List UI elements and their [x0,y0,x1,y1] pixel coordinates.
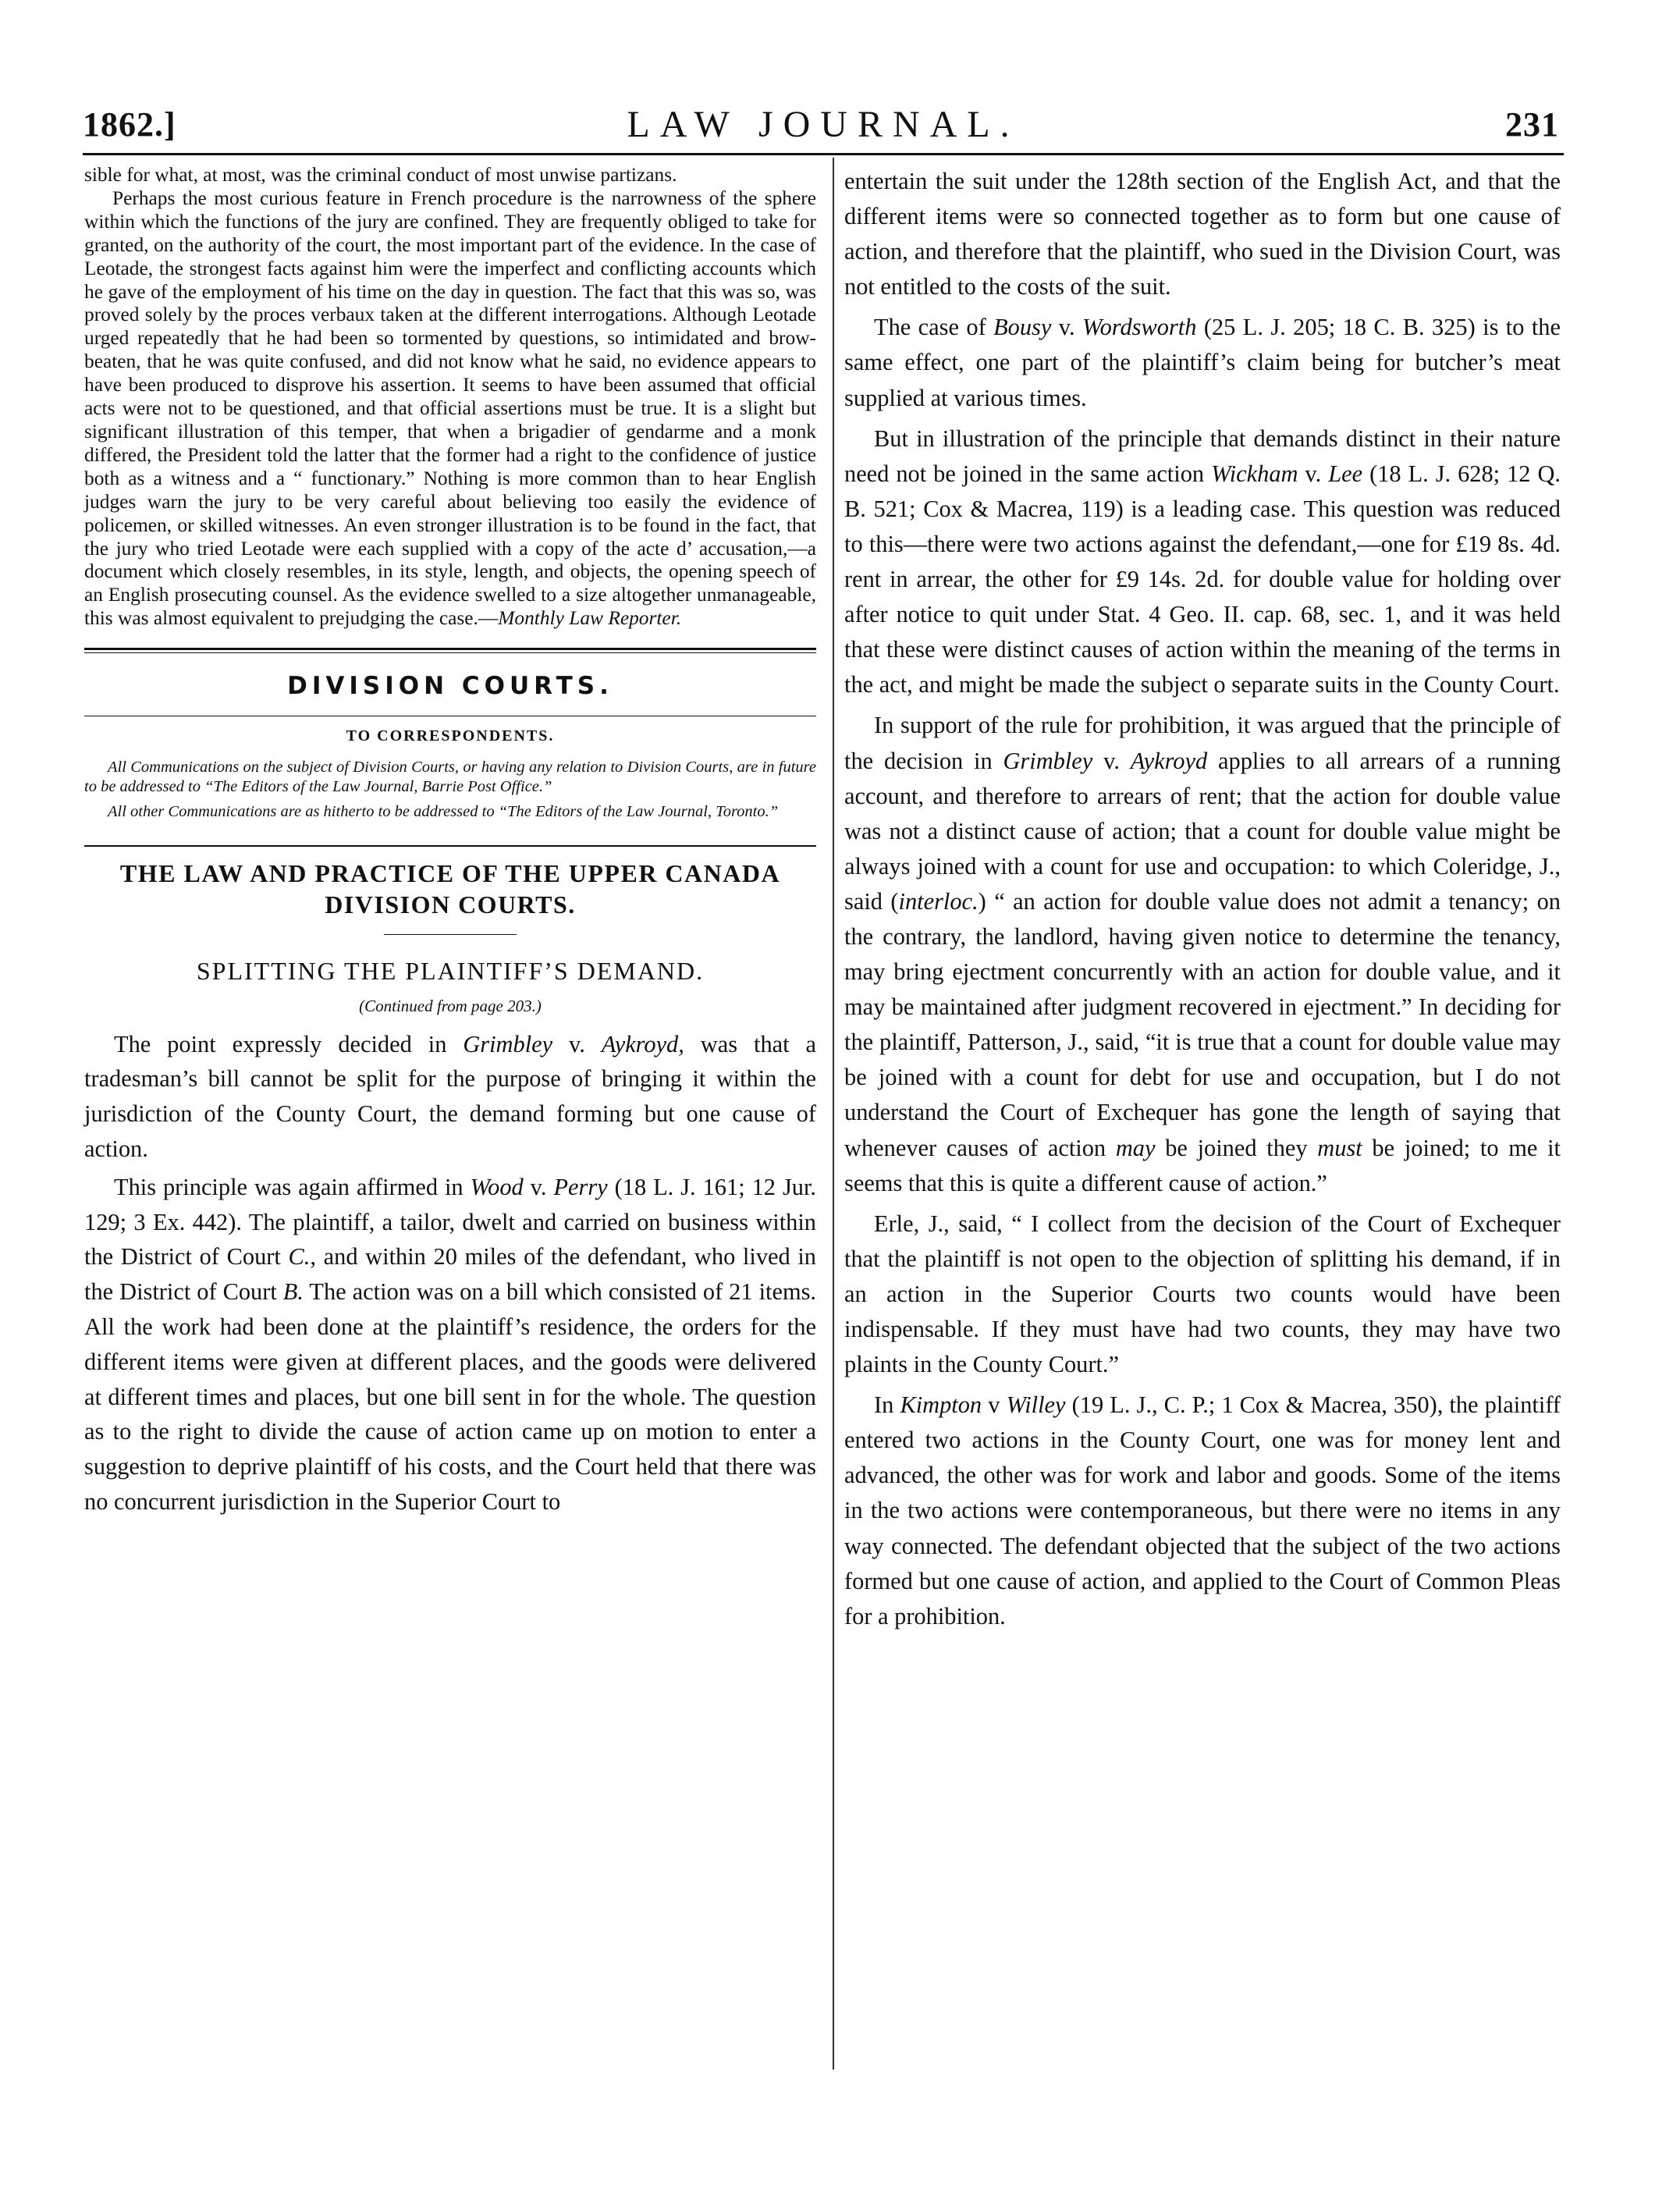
text-run: v. [1092,747,1131,774]
header-year: 1862.] [83,105,176,144]
text-run: be joined they [1155,1134,1318,1161]
page-number: 231 [1505,105,1559,144]
text-run: The case of [874,314,994,341]
case-name: Lee [1328,460,1363,487]
text-run: v. [1298,460,1329,487]
column-divider [833,158,834,2070]
text-run: Perhaps the most curious feature in French procedure is the narrowness of the sphere within which the functions of the jury are confined. They are frequently obliged to take for granted, on the authority of the court, the most important part of the evidence. In the case of Leotade, the strongest facts against him were the imperfect and conflicting accounts which he gave of the employment of his time on the day in question. The fact that this was so, was proved solely by the proces verbaux taken at the different interrogations. Although Leotade urged repeatedly that he had been so tormented by questions, so intimidated and brow-beaten, that he was quite confused, and did not know what he said, no evidence appears to have been produced to disprove his assertion. It seems to have been assumed that official acts were not to be questioned, and that official assertions must be true. It is a slight but significant illustration of this temper, that when a brigadier of gendarme and a monk differed, the President told the latter that the former had a right to the confidence of justice both as a witness and a “ functionary.” Nothing is more common than to hear English judges warn the jury to be very careful about believing too easily the evidence of policemen, or skilled witnesses. An even stronger illustration is to be found in the fact, that the jury who tried Leotade were each supplied with a copy of the acte d’ accusation,—a document which closely resembles, in its style, length, and objects, the opening speech of an English prosecuting counsel. As the evidence swelled to a size altogether unmanageable, this was almost equivalent to prejudging the case.— [84,187,816,630]
case-name: Wickham [1211,460,1298,487]
case-name: Perry [553,1173,608,1200]
case-name: Aykroyd [1130,747,1208,774]
article-paragraph: entertain the suit under the 128th section of the English Act, and that the different items were so connected together as to form but one cause of action, and therefore that the plaintiff, who sued in the Division Court, was not entitled to the costs of the suit. [844,168,1561,300]
case-name: Aykroyd, [601,1030,684,1057]
emphasis: may [1115,1134,1156,1161]
article-paragraph [84,164,816,187]
article-title: THE LAW AND PRACTICE OF THE UPPER CANADA DIVISION COURTS. [119,858,781,919]
emphasis: must [1317,1134,1362,1161]
text-run: be joined; to me it seems that this is quite a different cause of action.” [844,1134,1561,1196]
text-run: v. [523,1173,554,1200]
text-run: This principle was again affirmed in [114,1173,471,1200]
section-heading: DIVISION COURTS. [287,672,613,701]
article-paragraph [844,421,1561,703]
text-run: (19 L. J., C. P.; 1 Cox & Macrea, 350), the plaintiff entered two actions in the County Court, one was for money lent and advanced, the other was for work and labor and goods. Some of the items in the two actions were contemporaneous, but there were no items in any way connected. The defendant objected that the subject of the two actions formed but one cause of action, and applied to the Court of Common Pleas for a prohibition. [844,1391,1561,1629]
text-run: , and within 20 miles of the defendant, who lived in the District of Court [84,1243,817,1306]
text-run: (18 L. J. 161; 12 Jur. 129; 3 Ex. 442). The plaintiff, a tailor, dwelt and carried on business within the District of Court [84,1173,817,1271]
case-name: Grimbley [1003,747,1093,774]
case-name: Wood [470,1173,524,1200]
correspondents-notice: All Communications on the subject of Division Courts, or having any relation to Division Courts, are in future to be addressed to “The Editors of the Law Journal, Barrie Post Office.” [84,759,816,795]
text-run: (25 L. J. 205; 18 C. B. 325) is to the same effect, one part of the plaintiff’s claim being for butcher’s meat supplied at various times. [844,314,1561,411]
text-run: v [982,1391,1007,1419]
text-run: The point expressly decided in [114,1030,464,1057]
header-rule [83,153,1564,155]
text-run: The action was on a bill which consisted of 21 items. All the work had been done at the plaintiff’s residence, the orders for the different items were given at different places, and the goods were delivered at different times and places, but one bill sent in for the whole. The question as to the right to divide the cause of action came up on motion to enter a suggestion to deprive plaintiff of his costs, and the Court held that there was no concurrent jurisdiction in the Superior Court to [84,1278,817,1515]
title-rule [384,934,517,935]
text-run: sible for what, at most, was the criminal conduct of most unwise partizans. [84,164,677,186]
text-run: v. [552,1030,602,1057]
running-header [83,94,1564,148]
case-name: Willey [1006,1391,1066,1419]
article-paragraph [84,1170,816,1519]
text-run: ) “ an action for double value does not admit a tenancy; on the contrary, the landlord, having given notice to determine the tenancy, may bring ejectment concurrently with an action for double value, and it may be maintained after judgment recovered in ejectment.” In deciding for the plaintiff, Patterson, J., said, “it is true that a count for double value may be joined with a count for debt for use and occupation, but I do not understand the Court of Exchequer has gone the length of saying that whenever causes of action [844,887,1561,1161]
left-column [84,164,816,1519]
text-run: In support of the rule for prohibition, it was argued that the principle of the decision in [844,712,1561,774]
section-rule [84,648,816,653]
source-citation: Monthly Law Reporter. [498,607,682,630]
article-paragraph [84,1027,816,1167]
article-paragraph: Erle, J., said, “ I collect from the decision of the Court of Exchequer that the plaintiff is not open to the objection of splitting his demand, if in an action in the Superior Courts two counts would have been indispensable. If they must have had two counts, they may have two plaints in the County Court.” [844,1210,1561,1378]
continued-note: (Continued from page 203.) [359,996,542,1015]
notice-rule [84,845,816,847]
text-run: v. [1051,314,1083,341]
case-name: Kimpton [900,1391,982,1419]
case-name: Wordsworth [1082,314,1197,341]
text-run: (18 L. J. 628; 12 Q. B. 521; Cox & Macrea, 119) is a leading case. This question was reduced to this—there were two actions against the defendant,—one for £19 8s. 4d. rent in arrear, the other for £9 14s. 2d. for double value for holding over after notice to quit under Stat. 4 Geo. II. cap. 68, sec. 1, and it was held that these were distinct causes of action within the meaning of the terms in the act, and might be made the subject o separate suits in the County Court. [844,460,1561,698]
latin-term: interloc. [898,887,979,915]
text-run: But in illustration of the principle that demands distinct in their nature need not be joined in the same action [844,425,1561,487]
journal-title: LAW JOURNAL. [627,104,1020,145]
text-run: was that a tradesman’s bill cannot be split for the purpose of bringing it within the jurisdiction of the County Court, the demand forming but one cause of action. [84,1030,816,1163]
article-subtitle: SPLITTING THE PLAINTIFF’S DEMAND. [196,956,705,985]
article-paragraph [84,187,816,631]
case-name: Bousy [993,314,1052,341]
case-name: Grimbley [463,1030,553,1057]
article-paragraph [844,1388,1561,1634]
article-paragraph [844,708,1561,1200]
correspondents-heading: TO CORRESPONDENTS. [346,727,555,745]
court-letter: C. [288,1243,311,1271]
text-run: In [874,1391,900,1419]
court-letter: B. [282,1278,304,1306]
correspondents-notice: All other Communications are as hitherto to be addressed to “The Editors of the Law Journal, Toronto.” [108,803,779,821]
right-column [844,164,1561,1634]
article-paragraph [844,310,1561,415]
text-run: applies to all arrears of a running account, and therefore to arrears of rent; that the action for double value was not a distinct cause of action; that a count for double value might be always joined with a count for use and occupation: to which Coleridge, J., said ( [844,747,1561,915]
